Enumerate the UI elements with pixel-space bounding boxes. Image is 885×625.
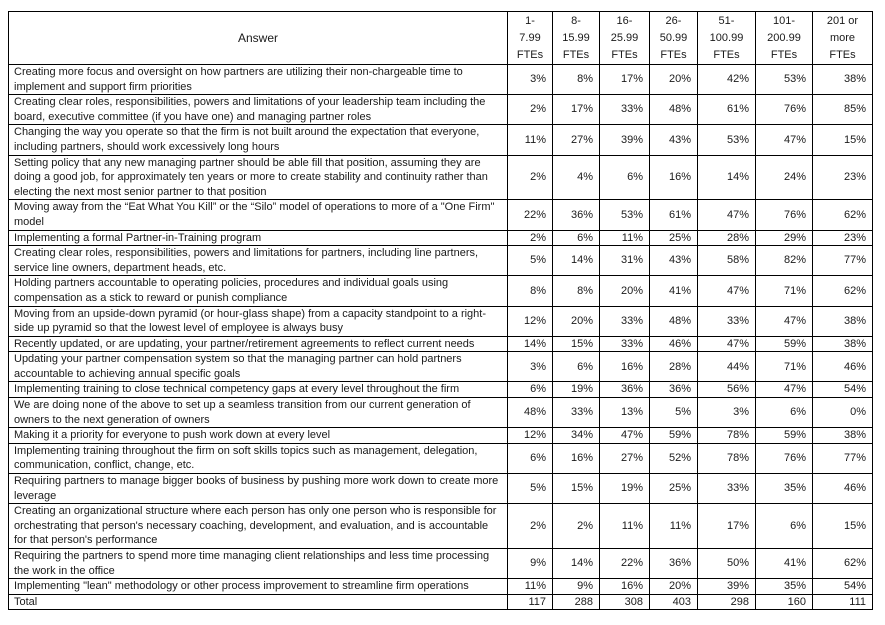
percentage-cell: 3% <box>508 65 553 95</box>
percentage-cell: 33% <box>600 306 650 336</box>
percentage-cell: 25% <box>650 474 698 504</box>
percentage-cell: 50% <box>698 549 756 579</box>
percentage-cell: 47% <box>600 428 650 444</box>
percentage-cell: 2% <box>508 155 553 200</box>
percentage-cell: 34% <box>553 428 600 444</box>
header-line: 15.99 <box>562 31 590 44</box>
percentage-cell: 20% <box>600 276 650 306</box>
percentage-cell: 39% <box>600 125 650 155</box>
total-value: 111 <box>813 594 873 610</box>
table-row <box>9 579 873 595</box>
percentage-cell: 76% <box>756 200 813 230</box>
percentage-cell: 62% <box>813 200 873 230</box>
percentage-cell: 54% <box>813 579 873 595</box>
percentage-cell: 36% <box>650 382 698 398</box>
answer-cell: Moving away from the “Eat What You Kill” or the “Silo” model of operations to more of a "One Firm" model <box>9 200 508 230</box>
table-row <box>9 336 873 352</box>
percentage-cell: 15% <box>553 336 600 352</box>
survey-results-table <box>8 11 873 610</box>
total-value: 308 <box>600 594 650 610</box>
percentage-cell: 77% <box>813 443 873 473</box>
table-row <box>9 230 873 246</box>
answer-cell: Implementing training throughout the firm on soft skills topics such as management, delegation, communication, conflict, change, etc. <box>9 443 508 473</box>
percentage-cell: 42% <box>698 65 756 95</box>
table-row <box>9 549 873 579</box>
header-line: FTEs <box>829 48 856 61</box>
header-line: 51- <box>718 14 735 27</box>
percentage-cell: 56% <box>698 382 756 398</box>
header-line: FTEs <box>562 48 590 61</box>
header-line: 201 or <box>826 14 859 27</box>
percentage-cell: 28% <box>698 230 756 246</box>
percentage-cell: 62% <box>813 276 873 306</box>
header-line: FTEs <box>660 48 687 61</box>
percentage-cell: 33% <box>698 306 756 336</box>
percentage-cell: 13% <box>600 398 650 428</box>
header-row <box>9 12 873 65</box>
percentage-cell: 29% <box>756 230 813 246</box>
percentage-cell: 16% <box>553 443 600 473</box>
percentage-cell: 77% <box>813 246 873 276</box>
table-row <box>9 382 873 398</box>
percentage-cell: 23% <box>813 155 873 200</box>
percentage-cell: 38% <box>813 65 873 95</box>
percentage-cell: 11% <box>508 579 553 595</box>
percentage-cell: 52% <box>650 443 698 473</box>
percentage-cell: 47% <box>698 276 756 306</box>
percentage-cell: 2% <box>508 504 553 549</box>
answer-cell: Moving from an upside-down pyramid (or hour-glass shape) from a capacity standpoint to a right-side up pyramid so that the lowest level of employee is always busy <box>9 306 508 336</box>
table-row <box>9 95 873 125</box>
percentage-cell: 76% <box>756 95 813 125</box>
percentage-cell: 23% <box>813 230 873 246</box>
table-row <box>9 352 873 382</box>
percentage-cell: 19% <box>553 382 600 398</box>
answer-cell: Implementing "lean" methodology or other process improvement to streamline firm operations <box>9 579 508 595</box>
percentage-cell: 17% <box>698 504 756 549</box>
percentage-cell: 11% <box>600 230 650 246</box>
percentage-cell: 41% <box>756 549 813 579</box>
percentage-cell: 22% <box>508 200 553 230</box>
percentage-cell: 43% <box>650 246 698 276</box>
header-line: 1- <box>525 14 535 27</box>
percentage-cell: 11% <box>508 125 553 155</box>
percentage-cell: 38% <box>813 428 873 444</box>
percentage-cell: 61% <box>698 95 756 125</box>
answer-cell: Creating more focus and oversight on how partners are utilizing their non-chargeable time to implement and support firm priorities <box>9 65 508 95</box>
percentage-cell: 36% <box>553 200 600 230</box>
column-header-16-25.99-ftes <box>600 12 650 65</box>
percentage-cell: 11% <box>650 504 698 549</box>
percentage-cell: 6% <box>600 155 650 200</box>
answer-cell: Holding partners accountable to operating policies, procedures and individual goals using compensation as a stick to reward or punish compliance <box>9 276 508 306</box>
header-line: 50.99 <box>659 31 688 44</box>
answer-cell: Creating clear roles, responsibilities, powers and limitations for partners, including line partners, service line owners, department heads, etc. <box>9 246 508 276</box>
percentage-cell: 9% <box>508 549 553 579</box>
percentage-cell: 71% <box>756 276 813 306</box>
answer-cell: Creating an organizational structure where each person has only one person who is responsible for orchestrating that person's necessary coaching, development, and evaluation, and is accountable for that person's performance <box>9 504 508 549</box>
table-row <box>9 428 873 444</box>
percentage-cell: 59% <box>650 428 698 444</box>
header-line: FTEs <box>713 48 740 61</box>
table-row <box>9 200 873 230</box>
answer-cell: Implementing a formal Partner-in-Training program <box>9 230 508 246</box>
percentage-cell: 46% <box>650 336 698 352</box>
table-row <box>9 246 873 276</box>
header-line: 26- <box>665 14 682 27</box>
answer-column-header: Answer <box>9 12 508 65</box>
percentage-cell: 43% <box>650 125 698 155</box>
table-footer <box>9 594 873 610</box>
percentage-cell: 47% <box>698 336 756 352</box>
total-value: 288 <box>553 594 600 610</box>
answer-cell: Implementing training to close technical competency gaps at every level throughout the firm <box>9 382 508 398</box>
percentage-cell: 33% <box>553 398 600 428</box>
header-line: 16- <box>616 14 633 27</box>
percentage-cell: 11% <box>600 504 650 549</box>
column-header-1-7.99-ftes <box>508 12 553 65</box>
answer-cell: Changing the way you operate so that the firm is not built around the expectation that everyone, including partners, should work excessively long hours <box>9 125 508 155</box>
answer-cell: Updating your partner compensation system so that the managing partner can hold partners accountable to achieving annual specific goals <box>9 352 508 382</box>
answer-cell: Creating clear roles, responsibilities, powers and limitations of your leadership team including the board, executive committee (if you have one) and managing partner roles <box>9 95 508 125</box>
percentage-cell: 71% <box>756 352 813 382</box>
percentage-cell: 0% <box>813 398 873 428</box>
percentage-cell: 3% <box>508 352 553 382</box>
percentage-cell: 6% <box>553 230 600 246</box>
column-header-8-15.99-ftes <box>553 12 600 65</box>
percentage-cell: 5% <box>508 246 553 276</box>
header-line: FTEs <box>770 48 798 61</box>
header-line: 8- <box>571 14 581 27</box>
percentage-cell: 47% <box>756 382 813 398</box>
percentage-cell: 5% <box>508 474 553 504</box>
total-value: 403 <box>650 594 698 610</box>
percentage-cell: 14% <box>698 155 756 200</box>
column-header-51-100.99-ftes <box>698 12 756 65</box>
percentage-cell: 47% <box>698 200 756 230</box>
table-header <box>9 12 873 65</box>
percentage-cell: 36% <box>600 382 650 398</box>
table-row <box>9 474 873 504</box>
answer-cell: Recently updated, or are updating, your partner/retirement agreements to reflect current needs <box>9 336 508 352</box>
percentage-cell: 15% <box>813 125 873 155</box>
answer-cell: Making it a priority for everyone to push work down at every level <box>9 428 508 444</box>
percentage-cell: 2% <box>508 230 553 246</box>
answer-cell: Setting policy that any new managing partner should be able fill that position, assuming they are doing a good job, for approximately ten years or more to create stability and continuity rather than electing the next most senior partner to that position <box>9 155 508 200</box>
total-label: Total <box>9 594 508 610</box>
header-line: 7.99 <box>519 31 541 44</box>
percentage-cell: 27% <box>600 443 650 473</box>
percentage-cell: 44% <box>698 352 756 382</box>
percentage-cell: 12% <box>508 306 553 336</box>
percentage-cell: 53% <box>600 200 650 230</box>
percentage-cell: 14% <box>553 246 600 276</box>
percentage-cell: 6% <box>508 382 553 398</box>
header-line: 100.99 <box>709 31 744 44</box>
percentage-cell: 28% <box>650 352 698 382</box>
percentage-cell: 5% <box>650 398 698 428</box>
percentage-cell: 59% <box>756 428 813 444</box>
percentage-cell: 20% <box>553 306 600 336</box>
answer-cell: We are doing none of the above to set up a seamless transition from our current generation of owners to the next generation of owners <box>9 398 508 428</box>
percentage-cell: 33% <box>600 336 650 352</box>
table-row <box>9 65 873 95</box>
table-body <box>9 65 873 595</box>
percentage-cell: 25% <box>650 230 698 246</box>
percentage-cell: 47% <box>756 125 813 155</box>
percentage-cell: 38% <box>813 336 873 352</box>
percentage-cell: 8% <box>553 276 600 306</box>
percentage-cell: 35% <box>756 579 813 595</box>
percentage-cell: 58% <box>698 246 756 276</box>
percentage-cell: 46% <box>813 352 873 382</box>
percentage-cell: 76% <box>756 443 813 473</box>
percentage-cell: 9% <box>553 579 600 595</box>
percentage-cell: 36% <box>650 549 698 579</box>
table-row <box>9 306 873 336</box>
percentage-cell: 61% <box>650 200 698 230</box>
percentage-cell: 15% <box>813 504 873 549</box>
total-value: 298 <box>698 594 756 610</box>
percentage-cell: 54% <box>813 382 873 398</box>
percentage-cell: 20% <box>650 579 698 595</box>
percentage-cell: 12% <box>508 428 553 444</box>
percentage-cell: 6% <box>508 443 553 473</box>
percentage-cell: 16% <box>600 352 650 382</box>
percentage-cell: 8% <box>553 65 600 95</box>
total-row <box>9 594 873 610</box>
header-line: 101- <box>772 14 796 27</box>
percentage-cell: 16% <box>600 579 650 595</box>
percentage-cell: 20% <box>650 65 698 95</box>
percentage-cell: 2% <box>553 504 600 549</box>
percentage-cell: 17% <box>553 95 600 125</box>
percentage-cell: 46% <box>813 474 873 504</box>
percentage-cell: 27% <box>553 125 600 155</box>
percentage-cell: 39% <box>698 579 756 595</box>
percentage-cell: 3% <box>698 398 756 428</box>
header-line: FTEs <box>611 48 638 61</box>
percentage-cell: 16% <box>650 155 698 200</box>
percentage-cell: 35% <box>756 474 813 504</box>
percentage-cell: 6% <box>756 398 813 428</box>
percentage-cell: 22% <box>600 549 650 579</box>
table-row <box>9 398 873 428</box>
header-line: 25.99 <box>610 31 639 44</box>
percentage-cell: 48% <box>650 306 698 336</box>
percentage-cell: 48% <box>650 95 698 125</box>
table-row <box>9 276 873 306</box>
table-row <box>9 125 873 155</box>
column-header-26-50.99-ftes <box>650 12 698 65</box>
percentage-cell: 24% <box>756 155 813 200</box>
column-header-101-200.99-ftes <box>756 12 813 65</box>
table-row <box>9 155 873 200</box>
percentage-cell: 14% <box>553 549 600 579</box>
answer-cell: Requiring the partners to spend more time managing client relationships and less time processing the work in the office <box>9 549 508 579</box>
percentage-cell: 47% <box>756 306 813 336</box>
percentage-cell: 15% <box>553 474 600 504</box>
percentage-cell: 41% <box>650 276 698 306</box>
total-value: 117 <box>508 594 553 610</box>
percentage-cell: 38% <box>813 306 873 336</box>
percentage-cell: 82% <box>756 246 813 276</box>
percentage-cell: 78% <box>698 428 756 444</box>
percentage-cell: 53% <box>756 65 813 95</box>
column-header-201-or-more-ftes <box>813 12 873 65</box>
percentage-cell: 19% <box>600 474 650 504</box>
table-row <box>9 443 873 473</box>
percentage-cell: 2% <box>508 95 553 125</box>
percentage-cell: 85% <box>813 95 873 125</box>
total-value: 160 <box>756 594 813 610</box>
answer-cell: Requiring partners to manage bigger books of business by pushing more work down to create more leverage <box>9 474 508 504</box>
table-row <box>9 504 873 549</box>
percentage-cell: 78% <box>698 443 756 473</box>
percentage-cell: 31% <box>600 246 650 276</box>
percentage-cell: 14% <box>508 336 553 352</box>
percentage-cell: 8% <box>508 276 553 306</box>
header-line: more <box>829 31 856 44</box>
percentage-cell: 6% <box>553 352 600 382</box>
percentage-cell: 4% <box>553 155 600 200</box>
percentage-cell: 33% <box>600 95 650 125</box>
percentage-cell: 17% <box>600 65 650 95</box>
percentage-cell: 48% <box>508 398 553 428</box>
percentage-cell: 6% <box>756 504 813 549</box>
percentage-cell: 59% <box>756 336 813 352</box>
percentage-cell: 62% <box>813 549 873 579</box>
header-line: 200.99 <box>767 31 801 44</box>
percentage-cell: 53% <box>698 125 756 155</box>
percentage-cell: 33% <box>698 474 756 504</box>
header-line: FTEs <box>516 48 544 61</box>
